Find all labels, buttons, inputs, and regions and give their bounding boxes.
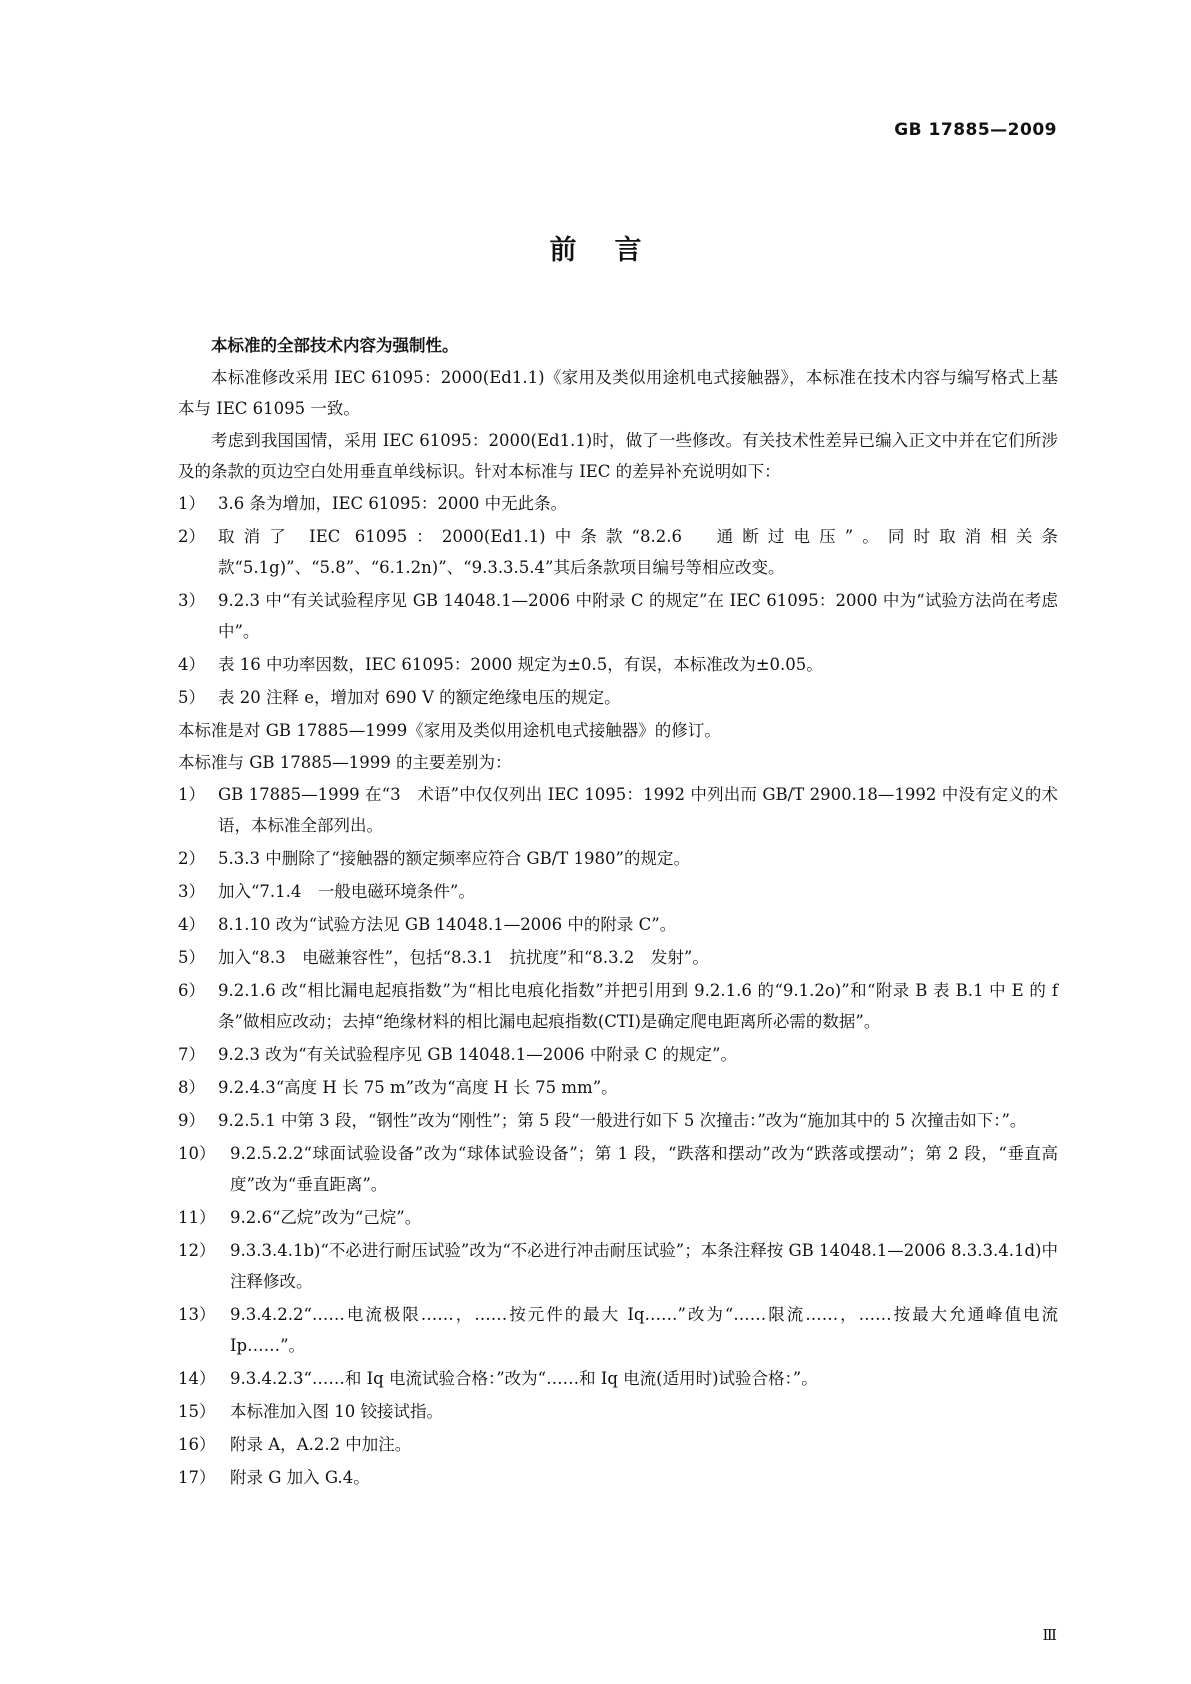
list-item-text: 3.6 条为增加，IEC 61095：2000 中无此条。 (218, 494, 568, 513)
list-item-text: 表 16 中功率因数，IEC 61095：2000 规定为±0.5，有误，本标准改为±0.05。 (218, 655, 823, 674)
list-item-text: 9.2.4.3“高度 H 长 75 m”改为“高度 H 长 75 mm”。 (218, 1078, 618, 1097)
list-item (178, 1039, 1058, 1070)
list-item-text: 附录 G 加入 G.4。 (230, 1468, 370, 1487)
list-item-number: 14） (178, 1369, 216, 1388)
list-item-number: 5） (178, 688, 205, 707)
list-item-number: 11） (178, 1208, 216, 1227)
foreword-body (178, 330, 1058, 1495)
list-item (178, 909, 1058, 940)
list-item (178, 779, 1058, 841)
list-item-text: 9.3.3.4.1b)“不必进行耐压试验”改为“不必进行冲击耐压试验”；本条注释按 GB 14048.1—2006 8.3.3.4.1d)中注释修改。 (230, 1241, 1058, 1291)
list-item (178, 1363, 1058, 1394)
list-item (178, 843, 1058, 874)
list-item-number: 12） (178, 1241, 216, 1260)
list-item-number: 1） (178, 785, 205, 804)
list-item-number: 6） (178, 981, 205, 1000)
list-item-number: 4） (178, 655, 205, 674)
page-number: Ⅲ (1042, 1626, 1057, 1644)
list-item (178, 1235, 1058, 1297)
list-item-number: 17） (178, 1468, 216, 1487)
list-item-text: 取消了 IEC 61095：2000(Ed1.1)中条款“8.2.6 通断过电压”。同时取消相关条款“5.1g)”、“5.8”、“6.1.2n)”、“9.3.3.5.4”其后条款项目编号等相应改变。 (218, 527, 1058, 577)
list-item-number: 5） (178, 948, 205, 967)
list-item-text: 9.3.4.2.2“……电流极限……，……按元件的最大 Iq……”改为“……限流……，……按最大允通峰值电流 Ip……”。 (230, 1305, 1058, 1355)
list-item-text: 9.2.3 改为“有关试验程序见 GB 14048.1—2006 中附录 C 的规定”。 (218, 1045, 737, 1064)
list-item-text: 8.1.10 改为“试验方法见 GB 14048.1—2006 中的附录 C”。 (218, 915, 677, 934)
list-item-text: 加入“7.1.4 一般电磁环境条件”。 (218, 882, 475, 901)
list-item-number: 2） (178, 527, 205, 546)
list-item-text: 9.2.1.6 改“相比漏电起痕指数”为“相比电痕化指数”并把引用到 9.2.1.6 的“9.1.2o)”和“附录 B 表 B.1 中 E 的 f 条”做相应改动；去掉“绝缘材料的相比漏电起痕指数(CTI)是确定爬电距离所必需的数据”。 (218, 981, 1058, 1031)
list-item-number: 9） (178, 1111, 205, 1130)
list-item-number: 4） (178, 915, 205, 934)
list-item-number: 16） (178, 1435, 216, 1454)
list-item (178, 521, 1058, 583)
list-item (178, 649, 1058, 680)
list-item (178, 1072, 1058, 1103)
list-item (178, 585, 1058, 647)
list-item (178, 1105, 1058, 1136)
list-item-text: 9.2.5.2.2“球面试验设备”改为“球体试验设备”；第 1 段，“跌落和摆动”改为“跌落或摆动”；第 2 段，“垂直高度”改为“垂直距离”。 (230, 1144, 1058, 1194)
list-item-text: GB 17885—1999 在“3 术语”中仅仅列出 IEC 1095：1992 中列出而 GB/T 2900.18—1992 中没有定义的术语，本标准全部列出。 (218, 785, 1058, 835)
list-item (178, 1462, 1058, 1493)
list-item-number: 8） (178, 1078, 205, 1097)
paragraph-revision: 本标准是对 GB 17885—1999《家用及类似用途机电式接触器》的修订。 (178, 721, 721, 740)
standard-number: GB 17885—2009 (894, 120, 1057, 140)
list-item (178, 942, 1058, 973)
list-item (178, 1396, 1058, 1427)
list-item-text: 9.2.6“乙烷”改为“己烷”。 (230, 1208, 422, 1227)
list-item-number: 10） (178, 1144, 216, 1163)
paragraph-differences-intro: 考虑到我国国情，采用 IEC 61095：2000(Ed1.1)时，做了一些修改。有关技术性差异已编入正文中并在它们所涉及的条款的页边空白处用垂直单线标识。针对本标准与 IEC 的差异补充说明如下： (178, 431, 1058, 481)
list-item-text: 附录 A，A.2.2 中加注。 (230, 1435, 412, 1454)
list-item-text: 加入“8.3 电磁兼容性”，包括“8.3.1 抗扰度”和“8.3.2 发射”。 (218, 948, 709, 967)
list-item (178, 682, 1058, 713)
list-item (178, 1138, 1058, 1200)
list-item-text: 表 20 注释 e，增加对 690 V 的额定绝缘电压的规定。 (218, 688, 621, 707)
list-item-number: 3） (178, 882, 205, 901)
list-item-text: 本标准加入图 10 铰接试指。 (230, 1402, 443, 1421)
page-title: 前言 (549, 235, 680, 266)
list-item-number: 1） (178, 494, 205, 513)
list-item-number: 2） (178, 849, 205, 868)
list-item-number: 13） (178, 1305, 216, 1324)
list-item (178, 488, 1058, 519)
list-item-text: 9.2.3 中“有关试验程序见 GB 14048.1—2006 中附录 C 的规定”在 IEC 61095：2000 中为“试验方法尚在考虑中”。 (218, 591, 1058, 641)
list-item (178, 1429, 1058, 1460)
list-item (178, 876, 1058, 907)
paragraph-main-changes-intro: 本标准与 GB 17885—1999 的主要差别为： (178, 753, 512, 772)
list-item (178, 1202, 1058, 1233)
list-item-text: 9.2.5.1 中第 3 段，“钢性”改为“刚性”；第 5 段“一般进行如下 5 次撞击：”改为“施加其中的 5 次撞击如下：”。 (218, 1111, 1027, 1130)
list-item (178, 1299, 1058, 1361)
list-item-text: 9.3.4.2.3“……和 Iq 电流试验合格：”改为“……和 Iq 电流(适用时)试验合格：”。 (230, 1369, 818, 1388)
list-item-number: 15） (178, 1402, 216, 1421)
mandatory-statement: 本标准的全部技术内容为强制性。 (211, 336, 459, 355)
list-item (178, 975, 1058, 1037)
paragraph-adoption: 本标准修改采用 IEC 61095：2000(Ed1.1)《家用及类似用途机电式接触器》，本标准在技术内容与编写格式上基本与 IEC 61095 一致。 (178, 368, 1058, 418)
list-item-text: 5.3.3 中删除了“接触器的额定频率应符合 GB/T 1980”的规定。 (218, 849, 690, 868)
technical-differences-list (178, 488, 1058, 713)
list-item-number: 3） (178, 591, 205, 610)
list-item-number: 7） (178, 1045, 205, 1064)
main-changes-list (178, 779, 1058, 1493)
